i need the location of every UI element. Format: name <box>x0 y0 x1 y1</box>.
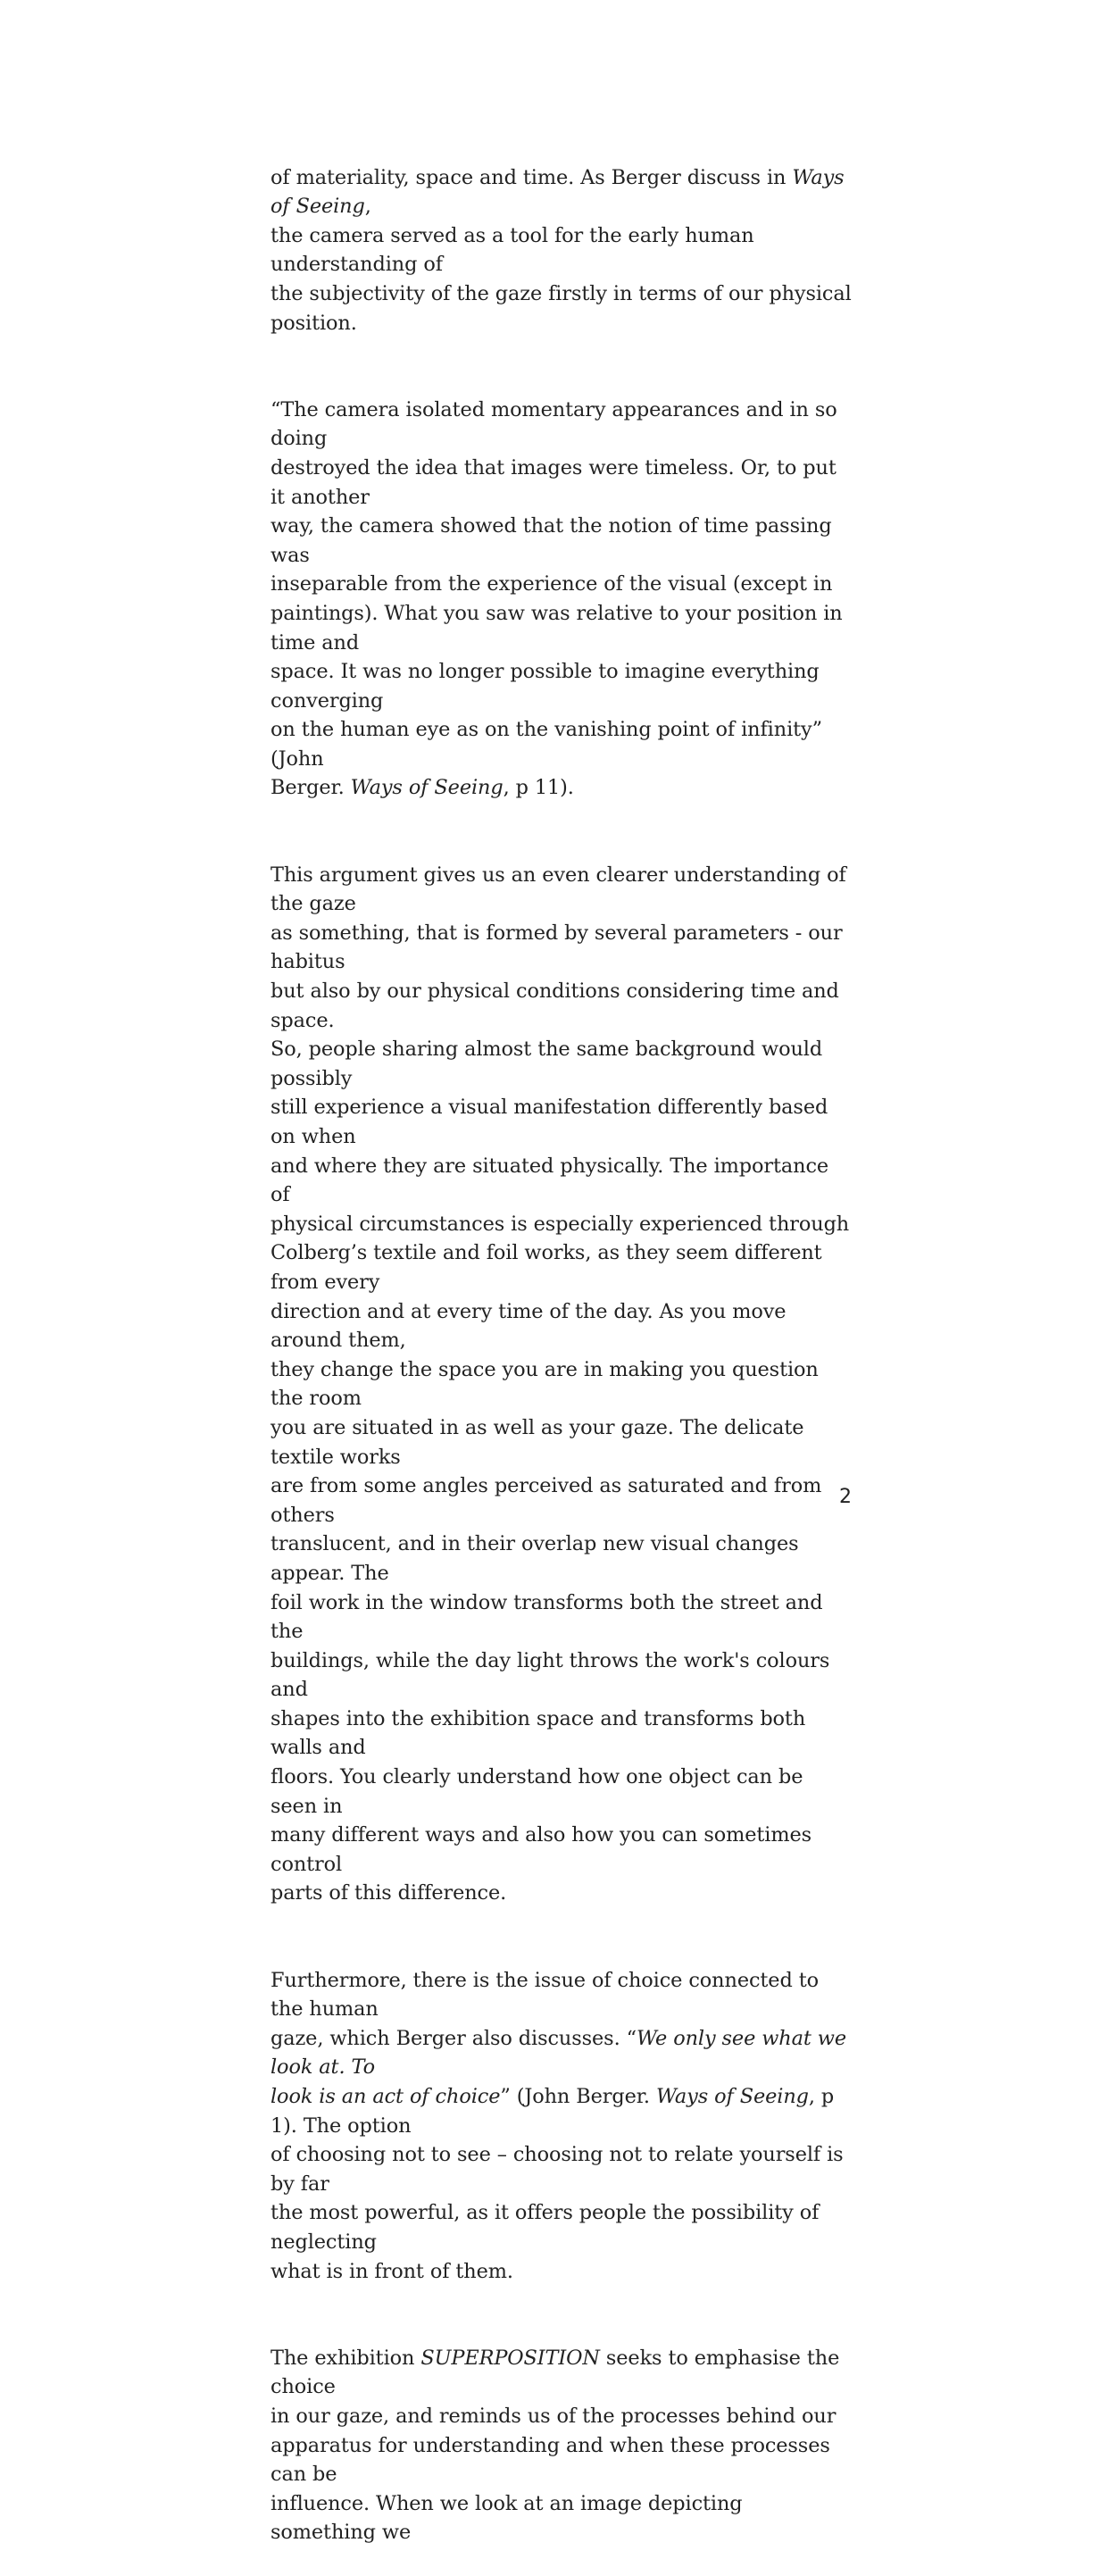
text-run: Furthermore, there is the issue of choice connected to the human gaze, which Berger also discusses. “ <box>271 1968 819 2050</box>
text-run: , the camera served as a tool for the early human understanding of the subjectivity of the gaze firstly in terms of our physical position. <box>271 195 852 335</box>
text-run: The exhibition <box>271 2346 421 2370</box>
text-run: , p 11). <box>503 776 574 800</box>
quote-italic: We only see what we look at. To look is an act of choice <box>271 2026 847 2108</box>
book-title: Ways of Seeing <box>350 776 504 800</box>
body-text <box>271 134 853 2576</box>
paragraph <box>271 2314 853 2547</box>
paragraph <box>271 134 853 338</box>
book-title: Ways of Seeing <box>271 165 845 219</box>
text-run: This argument gives us an even clearer understanding of the gaze as something, that is formed by several parameters - our habitus but also by our physical conditions considering time and space. So, people sharing almost the same background would possibly still experience a visual manifestation differently based on when and where they are situated physically. The importance of physical circumstances is especially experienced through Colberg’s textile and foil works, as they seem different from every direction and at every time of the day. As you move around them, they change the space you are in making you question the room you are situated in as well as your gaze. The delicate textile works are from some angles perceived as saturated and from others translucent, and in their overlap new visual changes appear. The foil work in the window transforms both the street and the buildings, while the day light throws the work's colours and shapes into the exhibition space and transforms both walls and floors. You clearly understand how one object can be seen in many different ways and also how you can sometimes control parts of this difference. <box>271 863 850 1905</box>
text-run: ” (John Berger. <box>500 2085 656 2108</box>
paragraph <box>271 831 853 1908</box>
text-run: seeks to emphasise the choice in our gaze, and reminds us of the processes behind our apparatus for understanding and when these processes can be influence. When we look at an image depicting something we <box>271 2346 840 2545</box>
book-title: Ways of Seeing <box>655 2085 809 2108</box>
text-run: , p 1). The option of choosing not to see – choosing not to relate yourself is by far the most powerful, as it offers people the possibility of neglecting what is in front of them. <box>271 2085 844 2283</box>
paragraph <box>271 1937 853 2286</box>
exhibition-title: SUPERPOSITION <box>420 2346 600 2370</box>
text-run: of materiality, space and time. As Berger discuss in <box>271 165 793 189</box>
quote-paragraph <box>271 366 853 803</box>
page-number: 2 <box>839 1486 852 1508</box>
text-run: “The camera isolated momentary appearances and in so doing destroyed the idea that images were timeless. Or, to put it another way, the camera showed that the notion of time passing was inseparable from the experience of the visual (except in paintings). What you saw was relative to your position in time and space. It was no longer possible to imagine everything converging on the human eye as on the vanishing point of infinity” (John Berger. <box>271 397 843 800</box>
